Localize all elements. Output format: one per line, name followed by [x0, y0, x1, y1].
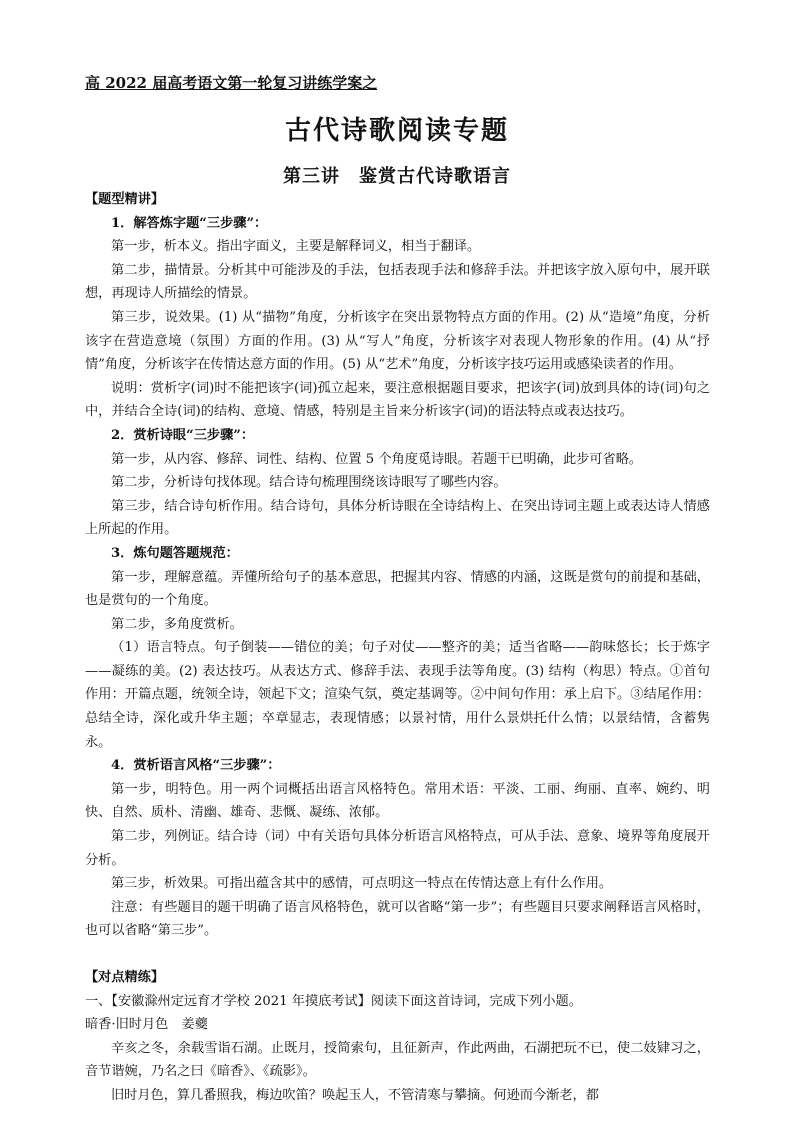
paragraph: 第一步，明特色。用一两个词概括出语言风格特色。常用术语：平淡、工丽、绚丽、直率、婉约、明快、自然、质朴、清幽、雄奇、悲慨、凝练、浓郁。: [85, 781, 710, 821]
heading-sentence-refining: 3．炼句题答题规范：: [111, 545, 239, 561]
lecture-subtitle: 第三讲 鉴赏古代诗歌语言: [283, 166, 511, 187]
paragraph: 第二步，描情景。分析其中可能涉及的手法，包括表现手法和修辞手法。并把该字放入原句中，展开联想，再现诗人所描绘的情景。: [85, 262, 710, 302]
section-heading-analysis: 【题型精讲】: [85, 192, 165, 207]
poem-text: 旧时月色，算几番照我，梅边吹笛？唤起玉人，不管清寒与攀摘。何逊而今渐老，都: [111, 1087, 599, 1103]
poem-preface: 辛亥之冬，余载雪诣石湖。止既月，授简索句，且征新声，作此两曲，石湖把玩不已，使二妓肄习之，音节谐婉，乃名之曰《暗香》、《疏影》。: [85, 1040, 710, 1080]
paragraph: 第一步，析本义。指出字面义，主要是解释词义，相当于翻译。: [111, 239, 481, 255]
paragraph: 第二步，列例证。结合诗（词）中有关语句具体分析语言风格特点，可从手法、意象、境界等角度展开分析。: [85, 829, 710, 868]
heading-language-style: 4．赏析语言风格“三步骤”：: [111, 758, 281, 774]
page-title: 古代诗歌阅读专题: [284, 116, 509, 146]
paragraph: 第三步，析效果。可指出蕴含其中的感情，可点明这一特点在传情达意上有什么作用。: [111, 876, 613, 892]
section-heading-practice: 【对点精练】: [85, 970, 165, 985]
paragraph: （1）语言特点。句子倒装——错位的美；句子对仗——整齐的美；适当省略——韵味悠长；长于炼字——凝练的美。(2) 表达技巧。从表达方式、修辞手法、表现手法等角度。(3) 结构（构思）特点。①首句作用：开篇点题，统领全诗，领起下文；渲染气氛，奠定基调等。②中间句作用：承上启下。③结尾作用：总结全诗，深化或升华主题；卒章显志，表现情感；以景衬情，用什么景烘托什么情；以景结情，含蓄隽永。: [85, 640, 710, 750]
poem-title: 暗香·旧时月色 姜夔: [85, 1017, 208, 1033]
header-line: 高 2022 届高考语文第一轮复习讲练学案之: [85, 74, 378, 92]
question-intro: 一、【安徽滁州定远育才学校 2021 年摸底考试】阅读下面这首诗词，完成下列小题。: [85, 993, 582, 1009]
heading-poem-eye: 2．赏析诗眼“三步骤”：: [111, 427, 255, 443]
paragraph: 说明：赏析字(词)时不能把该字(词)孤立起来，要注意根据题目要求，把该字(词)放到具体的诗(词)句之中，并结合全诗(词)的结构、意境、情感，特别是主旨来分析该字(词)的语法特点或表达技巧。: [85, 380, 710, 420]
heading-word-refining: 1．解答炼字题“三步骤”：: [111, 215, 268, 231]
paragraph: 第二步，分析诗句找体现。结合诗句梳理围绕该诗眼写了哪些内容。: [111, 475, 507, 491]
paragraph: 第二步，多角度赏析。: [111, 616, 243, 632]
paragraph: 第三步，说效果。(1) 从“描物”角度，分析该字在突出景物特点方面的作用。(2) 从“造境”角度，分析该字在营造意境（氛围）方面的作用。(3) 从“写人”角度，分析该字对表现人物形象的作用。(4) 从“抒情”角度，分析该字在传情达意方面的作用。(5) 从“艺术”角度，分析该字技巧运用或感染读者的作用。: [85, 309, 710, 373]
document-body: [85, 188, 710, 1108]
paragraph: 第一步，理解意蕴。弄懂所给句子的基本意思，把握其内容、情感的内涵，这既是赏句的前提和基础，也是赏句的一个角度。: [85, 569, 710, 609]
paragraph: 注意：有些题目的题干明确了语言风格特色，就可以省略“第一步”；有些题目只要求阐释语言风格时，也可以省略“第三步”。: [85, 899, 710, 939]
spacer: [85, 943, 710, 966]
paragraph: 第三步，结合诗句析作用。结合诗句，具体分析诗眼在全诗结构上、在突出诗词主题上或表达诗人情感上所起的作用。: [85, 498, 710, 538]
paragraph: 第一步，从内容、修辞、词性、结构、位置 5 个角度觅诗眼。若题干已明确，此步可省略。: [111, 451, 643, 467]
